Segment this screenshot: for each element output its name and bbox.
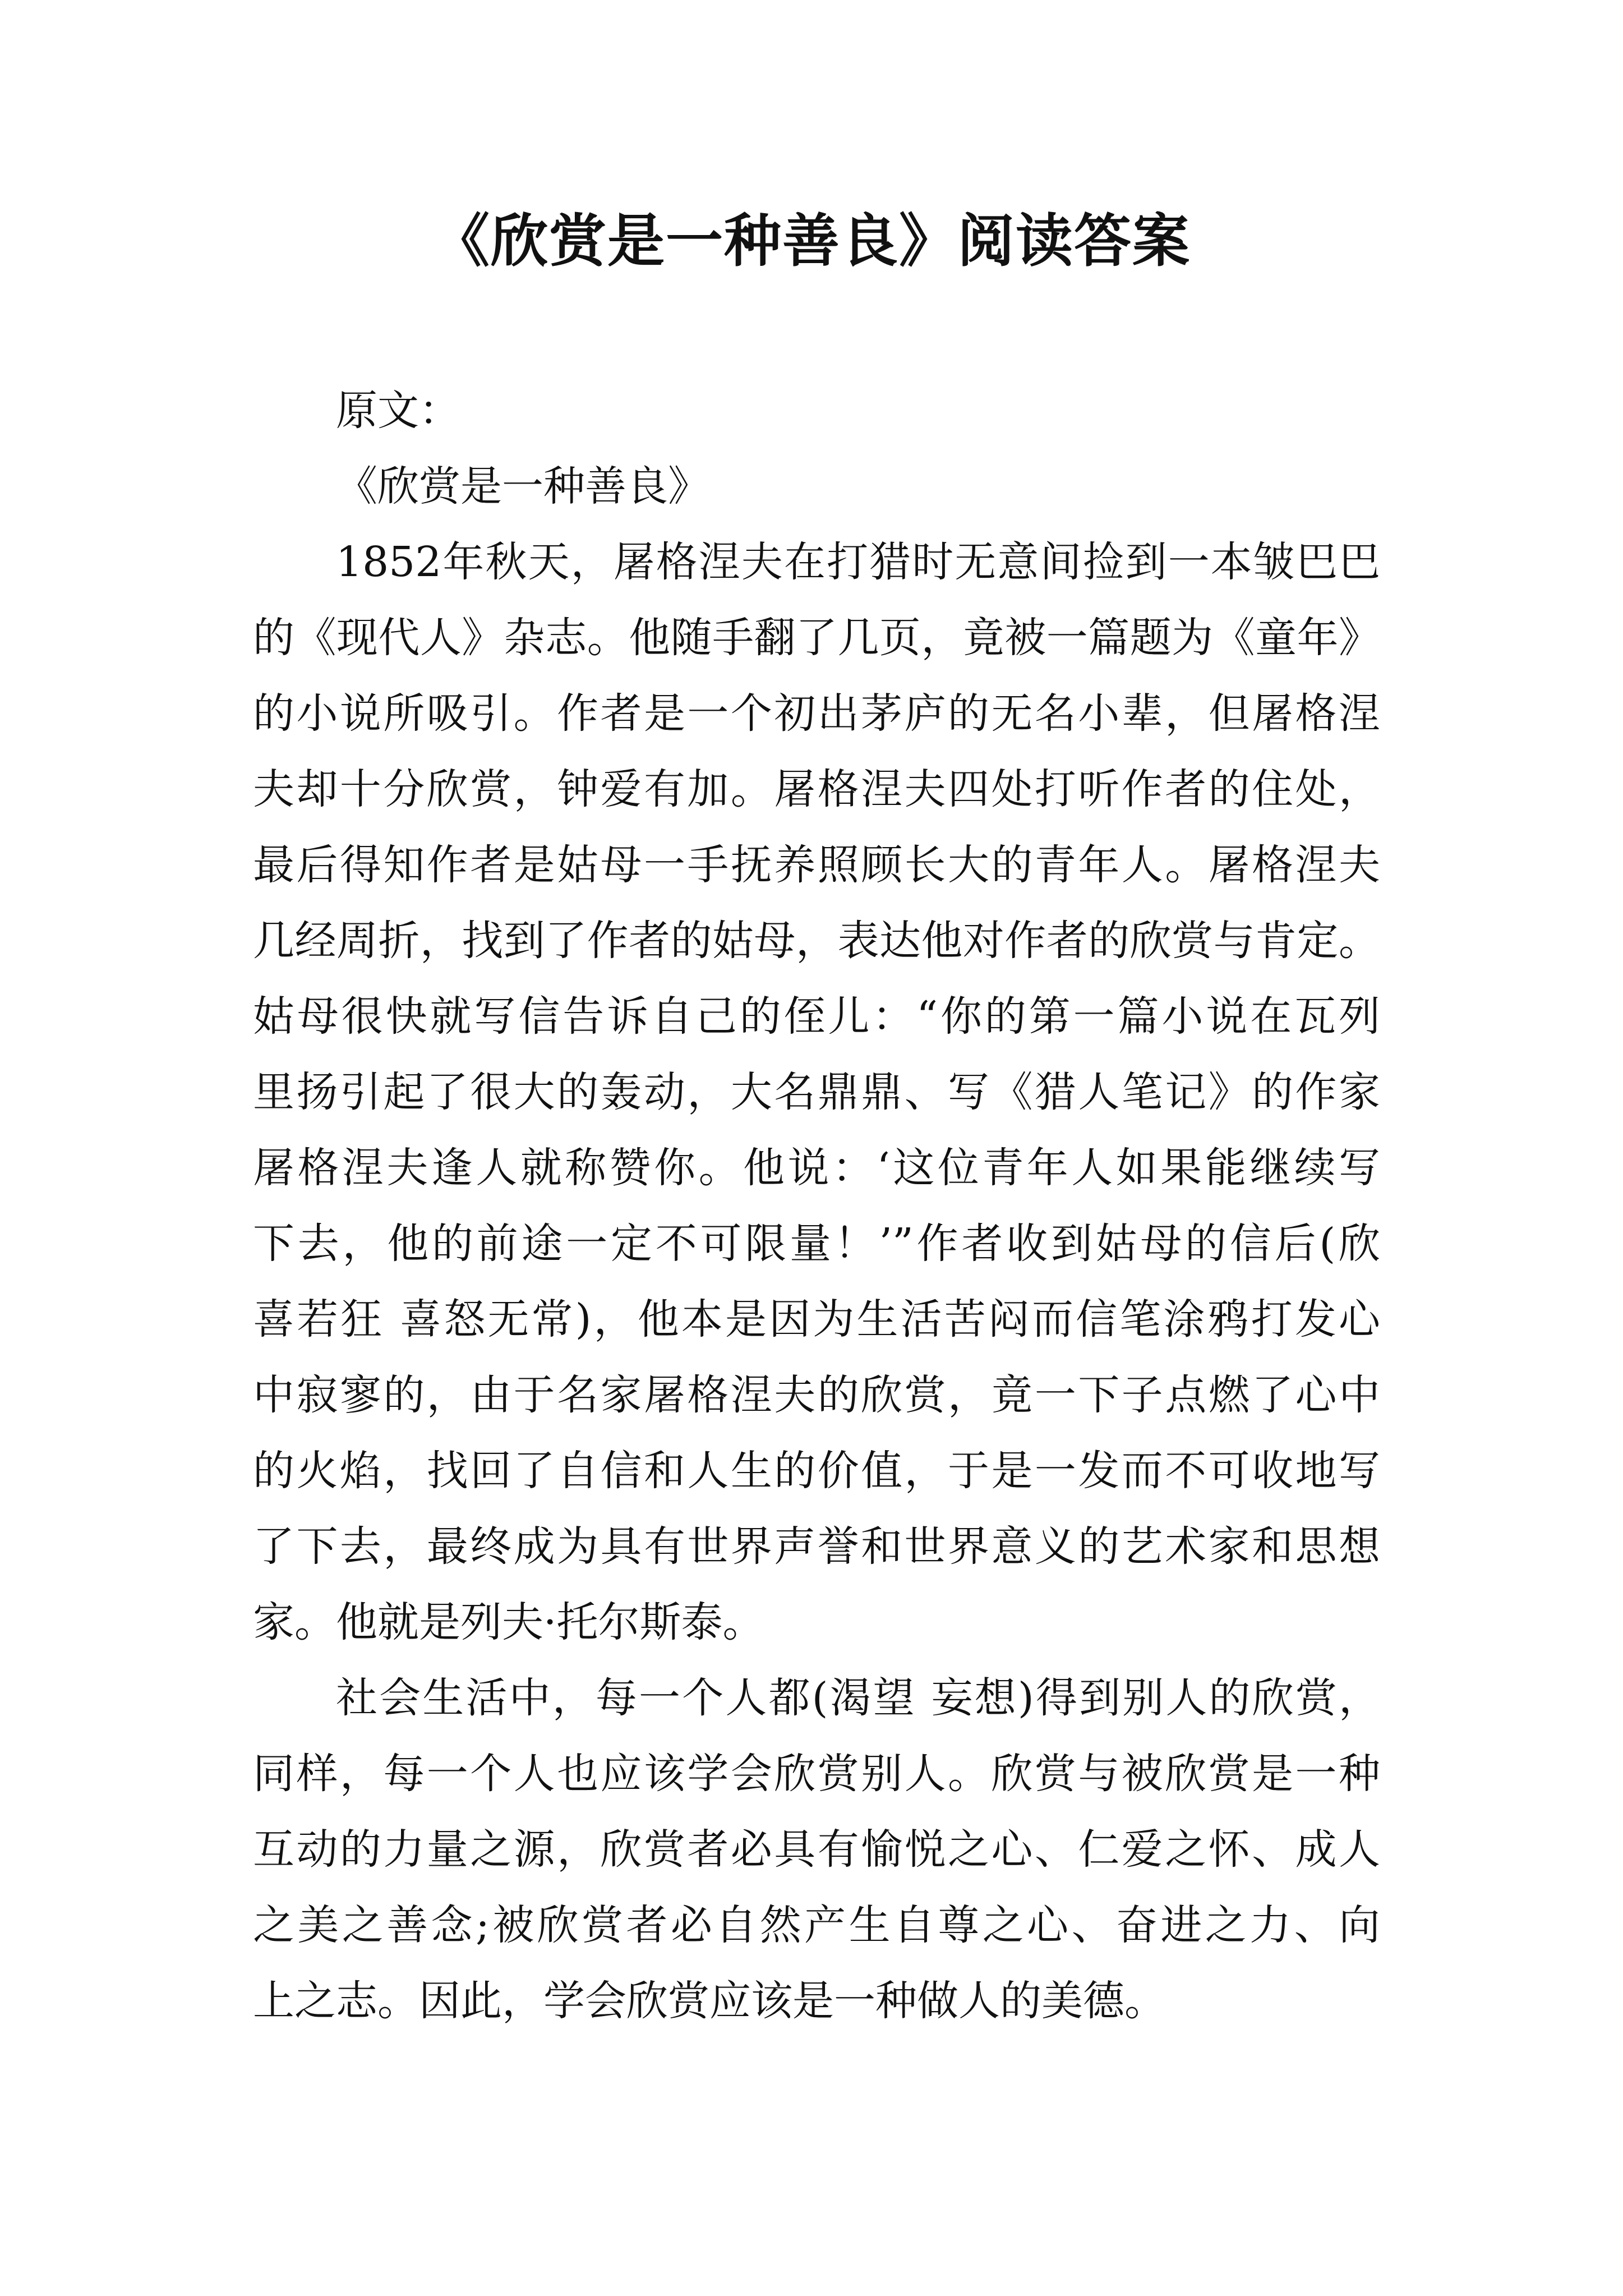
paragraph-line: 的《现代人》杂志。他随手翻了几页，竟被一篇题为《童年》 [253,614,1380,662]
paragraph-line: 了下去，最终成为具有世界声誉和世界意义的艺术家和思想 [253,1522,1380,1571]
paragraph-line: 的火焰，找回了自信和人生的价值，于是一发而不可收地写 [253,1447,1380,1495]
article-title: 《欣赏是一种善良》 [336,462,709,510]
paragraph-line: 1852年秋天，屠格涅夫在打猎时无意间捡到一本皱巴巴 [336,538,1380,586]
paragraph-line: 同样，每一个人也应该学会欣赏别人。欣赏与被欣赏是一种 [253,1750,1380,1798]
paragraph-line: 姑母很快就写信告诉自己的侄儿：“你的第一篇小说在瓦列 [253,992,1380,1041]
paragraph-line: 家。他就是列夫·托尔斯泰。 [253,1598,764,1646]
paragraph-line: 下去，他的前途一定不可限量！’”作者收到姑母的信后(欣 [253,1220,1380,1268]
paragraph-line: 里扬引起了很大的轰动，大名鼎鼎、写《猎人笔记》的作家 [253,1068,1380,1116]
paragraph-line: 夫却十分欣赏，钟爱有加。屠格涅夫四处打听作者的住处， [253,765,1380,813]
paragraph-line: 中寂寥的，由于名家屠格涅夫的欣赏，竟一下子点燃了心中 [253,1371,1380,1419]
document-title: 《欣赏是一种善良》阅读答案 [432,208,1191,275]
paragraph-line: 几经周折，找到了作者的姑母，表达他对作者的欣赏与肯定。 [253,917,1380,965]
paragraph-line: 之美之善念;被欣赏者必自然产生自尊之心、奋进之力、向 [253,1901,1380,1949]
document-body [253,373,1380,2039]
paragraph-line: 喜若狂 喜怒无常)，他本是因为生活苦闷而信笔涂鸦打发心 [253,1295,1380,1343]
paragraph-line: 最后得知作者是姑母一手抚养照顾长大的青年人。屠格涅夫 [253,841,1380,889]
paragraph-line: 互动的力量之源，欣赏者必具有愉悦之心、仁爱之怀、成人 [253,1825,1380,1874]
paragraph-line: 社会生活中，每一个人都(渴望 妄想)得到别人的欣赏， [336,1674,1380,1722]
section-label-original: 原文： [336,386,460,435]
paragraph-line: 的小说所吸引。作者是一个初出茅庐的无名小辈，但屠格涅 [253,689,1380,738]
paragraph-line: 屠格涅夫逢人就称赞你。他说：‘这位青年人如果能继续写 [253,1144,1380,1192]
paragraph-line: 上之志。因此，学会欣赏应该是一种做人的美德。 [253,1977,1166,2025]
